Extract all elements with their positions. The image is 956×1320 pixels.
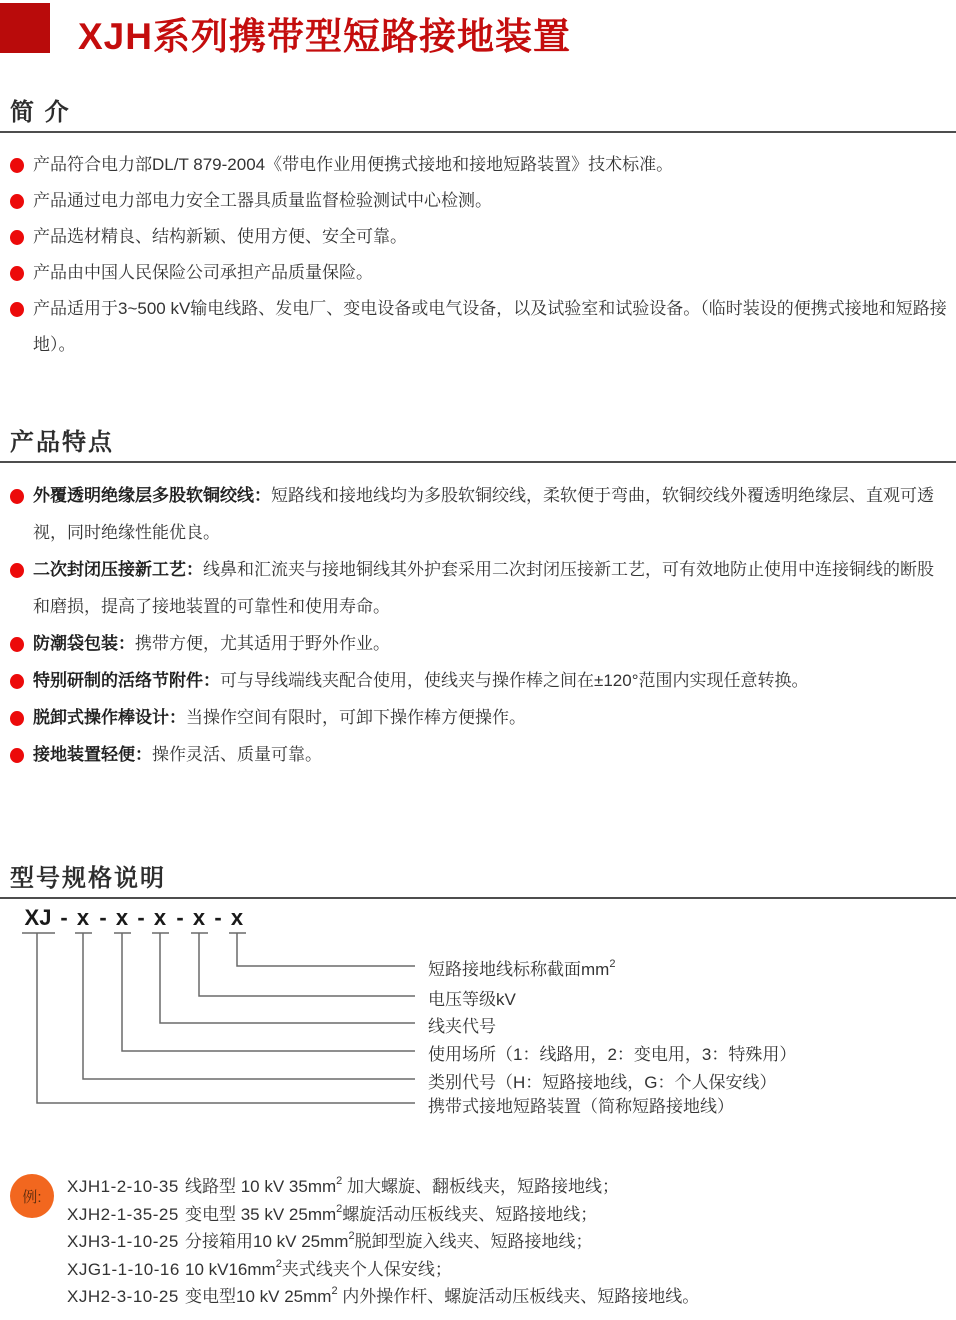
feature-desc: 可与导线端线夹配合使用，使线夹与操作棒之间在±120°范围内实现任意转换。 <box>220 671 809 690</box>
feature-desc: 携带方便，尤其适用于野外作业。 <box>135 634 390 653</box>
intro-heading: 简 介 <box>10 99 71 126</box>
feature-desc: 操作灵活、质量可靠。 <box>152 745 322 764</box>
model-code-separator: - <box>60 905 68 930</box>
example-code: XJH2-3-10-25 <box>67 1287 179 1306</box>
model-spec-label <box>428 1068 777 1093</box>
model-spec-label <box>428 1012 496 1037</box>
feature-term: 防潮袋包装： <box>33 634 135 653</box>
example-desc <box>185 1201 597 1229</box>
superscript: 2 <box>275 1257 282 1270</box>
model-spec-label <box>428 1092 734 1117</box>
bullet-icon <box>10 674 24 689</box>
label-text: 使用场所（1：线路用，2：变电用，3：特殊用） <box>428 1045 797 1064</box>
list-item <box>10 147 948 183</box>
feature-term: 脱卸式操作棒设计： <box>33 708 186 727</box>
bullet-icon <box>10 748 24 763</box>
intro-item-text: 产品选材精良、结构新颖、使用方便、安全可靠。 <box>33 227 407 246</box>
section-model-spec <box>0 865 956 1144</box>
red-square-logo-icon <box>0 3 50 53</box>
example-desc <box>185 1256 452 1284</box>
model-code-part: x <box>115 905 129 930</box>
model-code-part: x <box>192 905 206 930</box>
feature-term: 接地装置轻便： <box>33 745 152 764</box>
desc-text: 螺旋活动压板线夹、短路接地线； <box>342 1204 598 1224</box>
bullet-icon <box>10 194 24 209</box>
intro-heading-rule <box>0 99 956 133</box>
bullet-icon <box>10 711 24 726</box>
desc-text: 变电型 35 kV 25mm <box>185 1204 337 1224</box>
features-heading-rule <box>0 429 956 463</box>
intro-item-text: 产品适用于3~500 kV输电线路、发电厂、变电设备或电气设备，以及试验室和试验设备。（临时装设的便携式接地和短路接地）。 <box>33 299 947 354</box>
intro-item-text: 产品由中国人民保险公司承担产品质量保险。 <box>33 263 373 282</box>
example-row <box>67 1256 699 1284</box>
section-intro <box>0 99 956 363</box>
page-title: XJH系列携带型短路接地装置 <box>78 16 571 57</box>
superscript: 2 <box>609 958 616 971</box>
bullet-icon <box>10 563 24 578</box>
model-code-separator: - <box>214 905 222 930</box>
list-item <box>10 477 948 551</box>
model-spec-label <box>428 955 615 980</box>
model-code-separator: - <box>176 905 184 930</box>
feature-term: 特别研制的活络节附件： <box>33 671 220 690</box>
bullet-icon <box>10 637 24 652</box>
model-spec-heading: 型号规格说明 <box>10 865 166 892</box>
bullet-icon <box>10 302 24 317</box>
example-badge: 例: <box>10 1174 54 1218</box>
model-code-separator: - <box>137 905 145 930</box>
bullet-icon <box>10 158 24 173</box>
list-item <box>10 183 948 219</box>
intro-item-text: 产品符合电力部DL/T 879-2004《带电作业用便携式接地和接地短路装置》技术标准。 <box>33 155 674 174</box>
page-header <box>0 0 956 59</box>
example-row <box>67 1228 699 1256</box>
list-item <box>10 219 948 255</box>
features-heading: 产品特点 <box>10 429 114 456</box>
bullet-icon <box>10 230 24 245</box>
example-row <box>67 1283 699 1311</box>
feature-term: 外覆透明绝缘层多股软铜绞线： <box>33 486 271 505</box>
list-item <box>10 625 948 662</box>
model-code-part: x <box>153 905 167 930</box>
example-code: XJG1-1-10-16 <box>67 1259 180 1279</box>
model-spec-label <box>428 1040 796 1065</box>
example-desc <box>185 1283 699 1311</box>
intro-list <box>0 147 956 363</box>
model-code-part: x <box>76 905 90 930</box>
section-features <box>0 429 956 773</box>
bullet-icon <box>10 266 24 281</box>
model-code-part: x <box>230 905 244 930</box>
label-text: 携带式接地短路装置（简称短路接地线） <box>428 1097 734 1116</box>
list-item <box>10 699 948 736</box>
superscript: 2 <box>336 1175 343 1188</box>
superscript: 2 <box>336 1202 343 1215</box>
example-code: XJH1-2-10-35 <box>67 1177 179 1196</box>
desc-text: 脱卸型旋入线夹、短路接地线； <box>354 1232 593 1251</box>
list-item <box>10 736 948 773</box>
example-code: XJH3-1-10-25 <box>67 1232 179 1251</box>
desc-text: 10 kV16mm <box>185 1259 276 1279</box>
desc-text: 分接箱用10 kV 25mm <box>185 1232 349 1251</box>
feature-desc: 短路线和接地线均为多股软铜绞线，柔软便于弯曲，软铜绞线外覆透明绝缘层、直观可透视，同时绝缘性能优良。 <box>33 486 934 542</box>
list-item <box>10 551 948 625</box>
example-rows <box>67 1172 699 1311</box>
feature-desc: 线鼻和汇流夹与接地铜线其外护套采用二次封闭压接新工艺，可有效地防止使用中连接铜线的断股和磨损，提高了接地装置的可靠性和使用寿命。 <box>33 560 934 616</box>
desc-text: 变电型10 kV 25mm <box>185 1287 332 1306</box>
label-text: 电压等级kV <box>428 990 516 1009</box>
label-text: 短路接地线标称截面mm <box>428 960 610 979</box>
desc-text: 线路型 10 kV 35mm <box>185 1177 337 1196</box>
list-item <box>10 291 948 363</box>
model-code-separator: - <box>99 905 107 930</box>
examples-block <box>0 1172 956 1311</box>
model-code-part: XJ <box>24 905 52 930</box>
model-heading-rule <box>0 865 956 899</box>
desc-text: 内外操作杆、螺旋活动压板线夹、短路接地线。 <box>337 1287 700 1306</box>
model-code-diagram <box>0 899 956 1144</box>
example-row <box>67 1201 699 1229</box>
label-text: 类别代号（H：短路接地线，G：个人保安线） <box>428 1073 777 1092</box>
example-code: XJH2-1-35-25 <box>67 1204 179 1224</box>
superscript: 2 <box>348 1230 355 1243</box>
bullet-icon <box>10 489 24 504</box>
desc-text: 加大螺旋、翻板线夹，短路接地线； <box>342 1177 620 1196</box>
features-list <box>0 477 956 773</box>
example-desc <box>185 1228 593 1256</box>
feature-term: 二次封闭压接新工艺： <box>33 560 203 579</box>
feature-desc: 当操作空间有限时，可卸下操作棒方便操作。 <box>186 708 526 727</box>
desc-text: 夹式线夹个人保安线； <box>281 1259 452 1279</box>
list-item <box>10 662 948 699</box>
label-text: 线夹代号 <box>428 1017 496 1036</box>
list-item <box>10 255 948 291</box>
example-desc <box>185 1173 619 1201</box>
intro-item-text: 产品通过电力部电力安全工器具质量监督检验测试中心检测。 <box>33 191 492 210</box>
superscript: 2 <box>331 1285 338 1298</box>
model-spec-label <box>428 985 516 1010</box>
example-row <box>67 1173 699 1201</box>
